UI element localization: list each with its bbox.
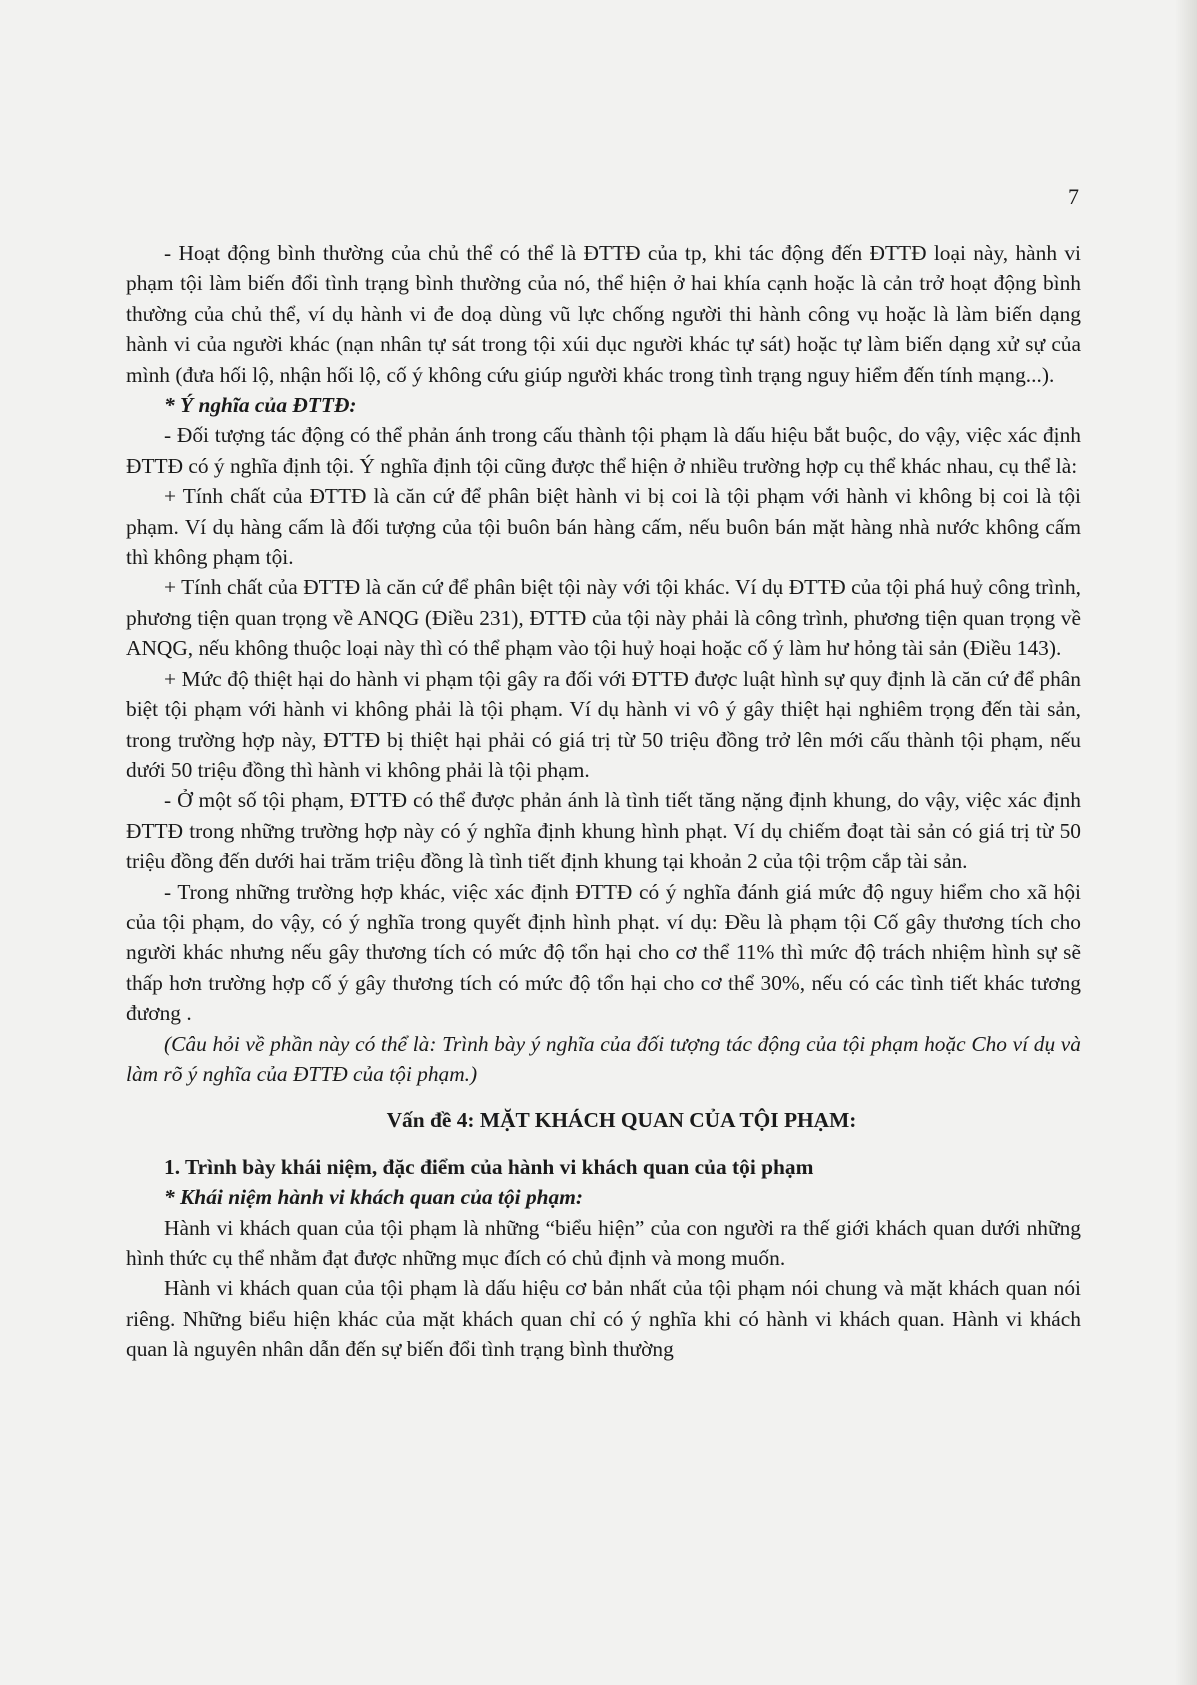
paragraph: - Trong những trường hợp khác, việc xác định ĐTTĐ có ý nghĩa đánh giá mức độ nguy hiểm cho xã hội của tội phạm, do vậy, có ý nghĩa trong quyết định hình phạt. ví dụ: Đều là phạm tội Cố gây thương tích cho người khác nhưng nếu gây thương tích có mức độ tổn hại cho cơ thể 11% thì mức độ trách nhiệm hình sự sẽ thấp hơn trường hợp cố ý gây thương tích có mức độ tổn hại cho cơ thể 30%, nếu có các tình tiết khác tương đương . [126, 879, 1081, 1026]
question-note: (Câu hỏi về phần này có thể là: Trình bày ý nghĩa của đối tượng tác động của tội phạm hoặc Cho ví dụ và làm rõ ý nghĩa của ĐTTĐ của tội phạm.) [126, 1031, 1081, 1086]
paragraph: - Đối tượng tác động có thể phản ánh trong cấu thành tội phạm là dấu hiệu bắt buộc, do vậy, việc xác định ĐTTĐ có ý nghĩa định tội. Ý nghĩa định tội cũng được thể hiện ở nhiều trường hợp cụ thể khác nhau, cụ thể là: [126, 423, 1081, 478]
paragraph: - Hoạt động bình thường của chủ thể có thể là ĐTTĐ của tp, khi tác động đến ĐTTĐ loại này, hành vi phạm tội làm biến đổi tình trạng bình thường của nó, thể hiện ở hai khía cạnh hoặc là cản trở hoạt động bình thường của chủ thể, ví dụ hành vi đe doạ dùng vũ lực chống người thi hành công vụ hoặc là làm biến dạng hành vi của người khác (nạn nhân tự sát trong tội xúi dục người khác tự sát) hoặc tự làm biến dạng xử sự của mình (đưa hối lộ, nhận hối lộ, cố ý không cứu giúp người khác trong tình trạng nguy hiểm đến tính mạng...). [126, 241, 1081, 387]
paragraph: - Ở một số tội phạm, ĐTTĐ có thể được phản ánh là tình tiết tăng nặng định khung, do vậy, việc xác định ĐTTĐ trong những trường hợp này có ý nghĩa định khung hình phạt. Ví dụ chiếm đoạt tài sản có giá trị từ 50 triệu đồng đến dưới hai trăm triệu đồng là tình tiết định khung tại khoản 2 của tội trộm cắp tài sản. [126, 788, 1081, 874]
subheading-significance: * Ý nghĩa của ĐTTĐ: [164, 393, 357, 418]
paragraph: + Tính chất của ĐTTĐ là căn cứ để phân biệt hành vi bị coi là tội phạm với hành vi không bị coi là tội phạm. Ví dụ hàng cấm là đối tượng của tội buôn bán hàng cấm, nếu buôn bán mặt hàng nhà nước không cấm thì không phạm tội. [126, 484, 1081, 570]
subsection-title: 1. Trình bày khái niệm, đặc điểm của hành vi khách quan của tội phạm [164, 1154, 814, 1179]
document-body [126, 238, 1081, 1365]
scan-shadow-edge [1175, 0, 1197, 1685]
paragraph: Hành vi khách quan của tội phạm là những “biểu hiện” của con người ra thế giới khách quan dưới những hình thức cụ thể nhằm đạt được những mục đích có chủ định và mong muốn. [126, 1215, 1081, 1270]
section-title: Vấn đề 4: MẶT KHÁCH QUAN CỦA TỘI PHẠM: [386, 1108, 857, 1133]
paragraph: + Mức độ thiệt hại do hành vi phạm tội gây ra đối với ĐTTĐ được luật hình sự quy định là căn cứ để phân biệt tội phạm với hành vi không phải là tội phạm. Ví dụ hành vi vô ý gây thiệt hại nghiêm trọng đến tài sản, trong trường hợp này, ĐTTĐ bị thiệt hại phải có giá trị từ 50 triệu đồng trở lên mới cấu thành tội phạm, nếu dưới 50 triệu đồng thì hành vi không phải là tội phạm. [126, 666, 1081, 782]
paragraph: Hành vi khách quan của tội phạm là dấu hiệu cơ bản nhất của tội phạm nói chung và mặt khách quan nói riêng. Những biểu hiện khác của mặt khách quan chỉ có ý nghĩa khi có hành vi khách quan. Hành vi khách quan là nguyên nhân dẫn đến sự biến đổi tình trạng bình thường [126, 1276, 1081, 1362]
page-number: 7 [1068, 184, 1079, 209]
paragraph: + Tính chất của ĐTTĐ là căn cứ để phân biệt tội này với tội khác. Ví dụ ĐTTĐ của tội phá huỷ công trình, phương tiện quan trọng về ANQG (Điều 231), ĐTTĐ của tội này phải là công trình, phương tiện quan trọng về ANQG, nếu không thuộc loại này thì có thể phạm vào tội huỷ hoại hoặc cố ý làm hư hỏng tài sản (Điều 143). [126, 575, 1081, 661]
subheading-concept: * Khái niệm hành vi khách quan của tội phạm: [164, 1185, 583, 1210]
